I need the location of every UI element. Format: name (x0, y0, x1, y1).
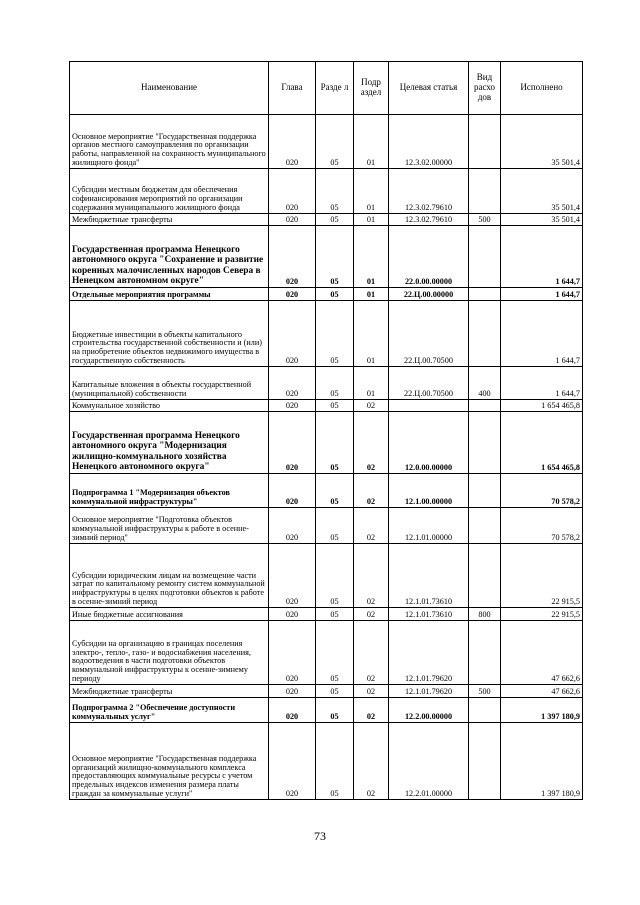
cell-razdel: 05 (316, 508, 354, 544)
cell-glava: 020 (269, 288, 316, 301)
page-number: 73 (314, 829, 326, 843)
cell-podrazdel: 01 (354, 301, 389, 367)
cell-vid: 400 (469, 367, 501, 400)
cell-name: Подпрограмма 2 "Обеспечение доступности коммунальных услуг" (70, 698, 269, 723)
cell-ispolneno: 1 397 180,9 (501, 698, 583, 723)
cell-podrazdel: 01 (354, 169, 389, 214)
cell-ispolneno: 35 501,4 (501, 115, 583, 169)
cell-glava: 020 (269, 723, 316, 800)
cell-tselevaya: 22.Ц.00.00000 (389, 288, 469, 301)
cell-razdel: 05 (316, 608, 354, 621)
table-row (70, 367, 583, 400)
cell-name: Государственная программа Ненецкого автономного округа "Модернизация жилищно-коммунального хозяйства Ненецкого автономного округа" (70, 412, 269, 474)
cell-ispolneno: 22 915,5 (501, 608, 583, 621)
cell-vid (469, 508, 501, 544)
cell-name: Бюджетные инвестиции в объекты капитального строительства государственной собственности и (или) на приобретение объектов недвижимого имущества в государственную собственность (70, 301, 269, 367)
cell-name: Основное мероприятие "Государственная поддержка органов местного самоуправления по организации работы, направленной на сохранность муниципального жилищного фонда" (70, 115, 269, 169)
cell-tselevaya: 12.1.01.73610 (389, 608, 469, 621)
cell-ispolneno: 70 578,2 (501, 474, 583, 508)
cell-razdel: 05 (316, 115, 354, 169)
cell-tselevaya (389, 400, 469, 412)
cell-vid (469, 301, 501, 367)
cell-razdel: 05 (316, 412, 354, 474)
header-vid: Вид расхо дов (469, 62, 501, 115)
cell-tselevaya: 22.Ц.00.70500 (389, 301, 469, 367)
cell-ispolneno: 35 501,4 (501, 214, 583, 226)
cell-name: Межбюджетные трансферты (70, 685, 269, 698)
cell-ispolneno: 1 644,7 (501, 301, 583, 367)
cell-vid (469, 288, 501, 301)
cell-tselevaya: 12.3.02.00000 (389, 115, 469, 169)
cell-vid (469, 115, 501, 169)
cell-glava: 020 (269, 400, 316, 412)
header-razdel: Разде л (316, 62, 354, 115)
cell-vid (469, 474, 501, 508)
cell-vid: 500 (469, 685, 501, 698)
table-row (70, 698, 583, 723)
cell-glava: 020 (269, 169, 316, 214)
cell-razdel: 05 (316, 288, 354, 301)
cell-tselevaya: 12.1.01.79620 (389, 685, 469, 698)
cell-podrazdel: 01 (354, 115, 389, 169)
cell-name: Субсидии на организацию в границах поселения электро-, тепло-, газо- и водоснабжения населения, водоотведения в части подготовки объектов коммунальной инфраструктуры к осенне-зимнему периоду (70, 621, 269, 685)
table-row (70, 474, 583, 508)
cell-podrazdel: 02 (354, 685, 389, 698)
table-header-row (70, 62, 583, 115)
table-row (70, 214, 583, 226)
header-ispolneno: Исполнено (501, 62, 583, 115)
cell-podrazdel: 02 (354, 400, 389, 412)
table-row (70, 400, 583, 412)
cell-name: Подпрограмма 1 "Модернизация объектов коммунальной инфраструктуры" (70, 474, 269, 508)
cell-ispolneno: 35 501,4 (501, 169, 583, 214)
cell-vid: 500 (469, 214, 501, 226)
cell-razdel: 05 (316, 400, 354, 412)
cell-razdel: 05 (316, 698, 354, 723)
cell-name: Основное мероприятие "Подготовка объектов коммунальной инфраструктуры к работе в осенне-зимний период" (70, 508, 269, 544)
cell-podrazdel: 02 (354, 508, 389, 544)
cell-glava: 020 (269, 412, 316, 474)
cell-tselevaya: 12.2.00.00000 (389, 698, 469, 723)
cell-name: Межбюджетные трансферты (70, 214, 269, 226)
cell-vid (469, 169, 501, 214)
cell-razdel: 05 (316, 226, 354, 288)
cell-podrazdel: 02 (354, 474, 389, 508)
cell-name: Иные бюджетные ассигнования (70, 608, 269, 621)
cell-vid (469, 723, 501, 800)
cell-name: Субсидии юридическим лицам на возмещение части затрат по капитальному ремонту систем коммунальной инфраструктуры в целях подготовки объектов к работе в осенне-зимний период (70, 544, 269, 608)
cell-ispolneno: 22 915,5 (501, 544, 583, 608)
cell-vid (469, 698, 501, 723)
cell-vid (469, 412, 501, 474)
table-row (70, 508, 583, 544)
cell-podrazdel: 01 (354, 288, 389, 301)
cell-glava: 020 (269, 508, 316, 544)
cell-tselevaya: 12.1.01.73610 (389, 544, 469, 608)
cell-tselevaya: 12.1.01.00000 (389, 508, 469, 544)
cell-podrazdel: 02 (354, 412, 389, 474)
cell-tselevaya: 12.3.02.79610 (389, 169, 469, 214)
table-row (70, 412, 583, 474)
cell-tselevaya: 12.1.01.79620 (389, 621, 469, 685)
cell-tselevaya: 12.2.01.00000 (389, 723, 469, 800)
cell-name: Государственная программа Ненецкого автономного округа "Сохранение и развитие коренных малочисленных народов Севера в Ненецком автономном округе" (70, 226, 269, 288)
table-row (70, 301, 583, 367)
cell-glava: 020 (269, 608, 316, 621)
cell-ispolneno: 1 397 180,9 (501, 723, 583, 800)
cell-ispolneno: 70 578,2 (501, 508, 583, 544)
cell-ispolneno: 1 654 465,8 (501, 412, 583, 474)
cell-podrazdel: 02 (354, 621, 389, 685)
cell-ispolneno: 1 644,7 (501, 226, 583, 288)
cell-vid (469, 226, 501, 288)
cell-name: Капитальные вложения в объекты государственной (муниципальной) собственности (70, 367, 269, 400)
cell-glava: 020 (269, 301, 316, 367)
cell-podrazdel: 02 (354, 698, 389, 723)
cell-glava: 020 (269, 115, 316, 169)
cell-ispolneno: 47 662,6 (501, 685, 583, 698)
cell-ispolneno: 1 644,7 (501, 288, 583, 301)
table-row (70, 115, 583, 169)
cell-razdel: 05 (316, 544, 354, 608)
cell-glava: 020 (269, 698, 316, 723)
cell-ispolneno: 1 654 465,8 (501, 400, 583, 412)
budget-table (69, 61, 583, 800)
table-row (70, 169, 583, 214)
cell-glava: 020 (269, 544, 316, 608)
table-row (70, 288, 583, 301)
cell-name: Отдельные мероприятия программы (70, 288, 269, 301)
cell-tselevaya: 12.3.02.79610 (389, 214, 469, 226)
cell-name: Основное мероприятие "Государственная поддержка организаций жилищно-коммунального комплекса предоставляющих коммунальные ресурсы с учетом предельных индексов изменения размера платы граждан за коммунальные услуги" (70, 723, 269, 800)
cell-vid (469, 400, 501, 412)
cell-tselevaya: 22.Ц.00.70500 (389, 367, 469, 400)
cell-ispolneno: 47 662,6 (501, 621, 583, 685)
table-row (70, 226, 583, 288)
cell-vid (469, 544, 501, 608)
table-row (70, 608, 583, 621)
cell-glava: 020 (269, 214, 316, 226)
header-tselevaya: Целевая статья (389, 62, 469, 115)
header-glava: Глава (269, 62, 316, 115)
cell-ispolneno: 1 644,7 (501, 367, 583, 400)
cell-razdel: 05 (316, 621, 354, 685)
cell-vid: 800 (469, 608, 501, 621)
cell-tselevaya: 22.0.00.00000 (389, 226, 469, 288)
header-name: Наименование (70, 62, 269, 115)
cell-glava: 020 (269, 621, 316, 685)
cell-razdel: 05 (316, 301, 354, 367)
table-row (70, 723, 583, 800)
cell-tselevaya: 12.0.00.00000 (389, 412, 469, 474)
cell-podrazdel: 01 (354, 367, 389, 400)
cell-razdel: 05 (316, 169, 354, 214)
cell-podrazdel: 01 (354, 214, 389, 226)
header-podrazdel: Подр аздел (354, 62, 389, 115)
cell-podrazdel: 02 (354, 723, 389, 800)
cell-razdel: 05 (316, 214, 354, 226)
table-row (70, 685, 583, 698)
cell-razdel: 05 (316, 723, 354, 800)
cell-name: Субсидии местным бюджетам для обеспечения софинансирования мероприятий по организации содержания муниципального жилищного фонда (70, 169, 269, 214)
table-row (70, 544, 583, 608)
cell-podrazdel: 02 (354, 608, 389, 621)
cell-razdel: 05 (316, 474, 354, 508)
table-row (70, 621, 583, 685)
cell-vid (469, 621, 501, 685)
cell-name: Коммунальное хозяйство (70, 400, 269, 412)
cell-glava: 020 (269, 367, 316, 400)
cell-podrazdel: 02 (354, 544, 389, 608)
cell-razdel: 05 (316, 685, 354, 698)
cell-podrazdel: 01 (354, 226, 389, 288)
cell-tselevaya: 12.1.00.00000 (389, 474, 469, 508)
cell-glava: 020 (269, 226, 316, 288)
cell-glava: 020 (269, 685, 316, 698)
cell-razdel: 05 (316, 367, 354, 400)
cell-glava: 020 (269, 474, 316, 508)
